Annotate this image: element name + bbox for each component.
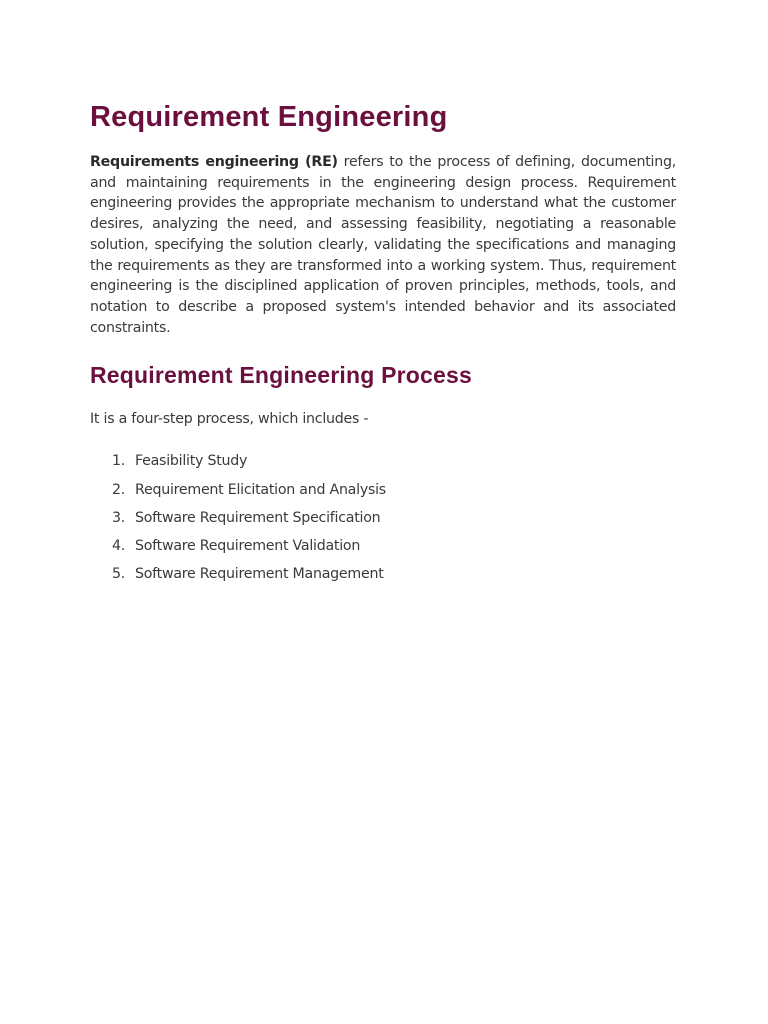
process-lead-text: It is a four-step process, which includes - <box>90 411 369 428</box>
list-item <box>90 508 676 536</box>
list-item-label: Software Requirement Management <box>135 566 384 583</box>
intro-text: refers to the process of defining, documenting, and maintaining requirements in the engineering design process. Requirement engineering provides the appropriate mechanism to understand what the customer desires, analyzing the need, and assessing feasibility, negotiating a reasonable solution, specifying the solution clearly, validating the specifications and managing the requirements as they are transformed into a working system. Thus, requirement engineering is the disciplined application of proven principles, methods, tools, and notation to describe a proposed system's intended behavior and its associated constraints. <box>90 154 676 336</box>
list-item <box>90 564 676 592</box>
list-item-label: Requirement Elicitation and Analysis <box>135 481 386 498</box>
list-item <box>90 451 676 479</box>
list-item-number: 2. <box>112 481 126 498</box>
list-item <box>90 536 676 564</box>
list-item-label: Software Requirement Validation <box>135 537 361 554</box>
list-item <box>90 480 676 508</box>
page-title: Requirement Engineering <box>90 101 448 133</box>
list-item-number: 5. <box>112 566 126 583</box>
list-item-number: 1. <box>112 453 126 470</box>
section-heading-process: Requirement Engineering Process <box>90 362 472 389</box>
intro-paragraph <box>90 152 676 338</box>
document-page <box>90 98 676 592</box>
list-item-label: Software Requirement Specification <box>135 509 381 526</box>
process-steps-list <box>90 451 676 592</box>
list-item-number: 4. <box>112 537 126 554</box>
list-item-number: 3. <box>112 509 126 526</box>
list-item-label: Feasibility Study <box>135 453 248 470</box>
intro-term: Requirements engineering (RE) <box>90 154 338 170</box>
